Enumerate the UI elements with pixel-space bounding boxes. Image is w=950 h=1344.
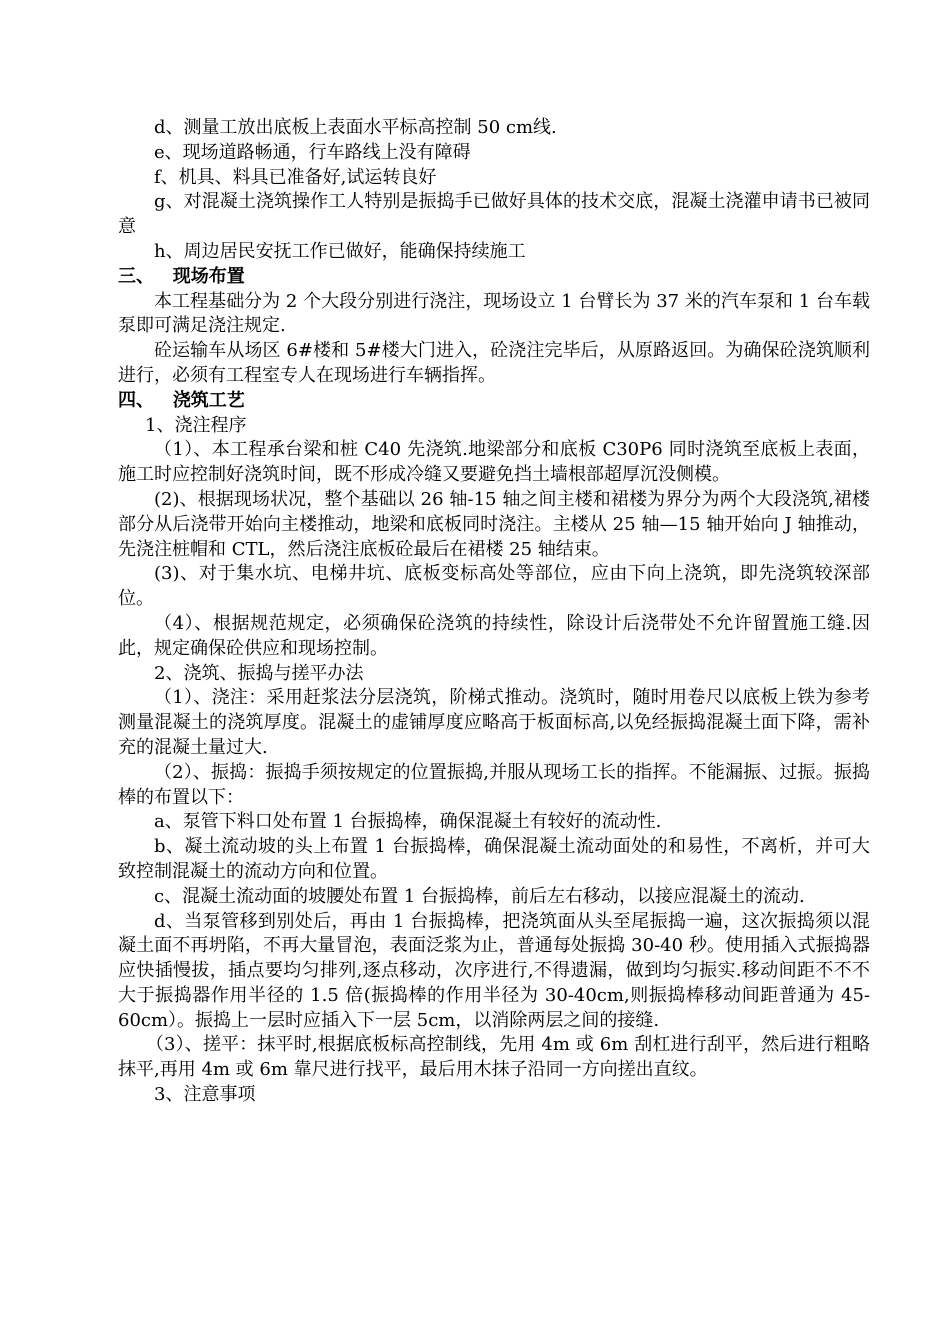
- section-heading-4: 四、 浇筑工艺: [118, 389, 245, 411]
- paragraph-h: h、周边居民安抚工作已做好，能确保持续施工: [154, 240, 526, 262]
- paragraph-site-layout-1: 本工程基础分为 2 个大段分别进行浇注，现场设立 1 台臂长为 37 米的汽车泵和 1 台车载泵即可满足浇注规定.: [118, 290, 870, 337]
- section-heading-3: 三、 现场布置: [118, 265, 245, 287]
- paragraph-procedure-1: （1）、本工程承台梁和桩 C40 先浇筑.地梁部分和底板 C30P6 同时浇筑至底板上表面，施工时应控制好浇筑时间，既不形成冷缝又要避免挡土墙根部超厚沉没侧模。: [118, 439, 870, 486]
- paragraph-procedure-2: (2)、根据现场状况，整个基础以 26 轴-15 轴之间主楼和裙楼为界分为两个大段浇筑,裙楼部分从后浇带开始向主楼推动，地梁和底板同时浇注。主楼从 25 轴—15 轴开始向 J 轴推动，先浇注桩帽和 CTL，然后浇注底板砼最后在裙楼 25 轴结束。: [118, 488, 870, 560]
- paragraph-pouring: （1）、浇注：采用赶浆法分层浇筑，阶梯式推动。浇筑时，随时用卷尺以底板上铁为参考测量混凝土的浇筑厚度。混凝土的虚铺厚度应略高于板面标高,以免经振捣混凝土面下降，需补充的混凝土量过大.: [118, 687, 870, 758]
- paragraph-g: g、对混凝土浇筑操作工人特别是振捣手已做好具体的技术交底，混凝土浇灌申请书已被同意: [118, 191, 870, 238]
- paragraph-procedure-3: (3)、对于集水坑、电梯井坑、底板变标高处等部位，应由下向上浇筑，即先浇筑较深部位。: [118, 563, 870, 610]
- paragraph-vibrating: （2）、振捣：振捣手须按规定的位置振捣,并服从现场工长的指挥。不能漏振、过振。振捣棒的布置以下：: [118, 761, 870, 808]
- subheading-1: 1、浇注程序: [145, 414, 247, 436]
- subheading-3: 3、注意事项: [154, 1084, 256, 1106]
- paragraph-f: f、机具、料具已准备好,试运转良好: [154, 166, 437, 188]
- paragraph-site-layout-2: 砼运输车从场区 6#楼和 5#楼大门进入，砼浇注完毕后，从原路返回。为确保砼浇筑顺利进行，必须有工程室专人在现场进行车辆指挥。: [118, 340, 870, 386]
- paragraph-vibrating-a: a、泵管下料口处布置 1 台振捣棒，确保混凝土有较好的流动性.: [154, 811, 662, 833]
- paragraph-e: e、现场道路畅通，行车路线上没有障碍: [154, 141, 471, 163]
- paragraph-d: d、测量工放出底板上表面水平标高控制 50 cm线.: [154, 117, 557, 138]
- paragraph-smoothing: （3）、搓平：抹平时,根据底板标高控制线，先用 4m 或 6m 刮杠进行刮平，然后进行粗略抹平,再用 4m 或 6m 靠尺进行找平，最后用木抹子沿同一方向搓出直纹。: [118, 1034, 870, 1081]
- paragraph-vibrating-d: d、当泵管移到别处后，再由 1 台振捣棒，把浇筑面从头至尾振捣一遍，这次振捣须以混凝土面不再坍陷，不再大量冒泡，表面泛浆为止，普通每处振捣 30-40 秒。使用插入式振捣器应快插慢拔，插点要均匀排列,逐点移动，次序进行,不得遗漏，做到均匀振实.移动间距不不不大于振捣器作用半径的 1.5 倍(振捣棒的作用半径为 30-40cm,则振捣棒移动间距普通为 45-60cm）。振捣上一层时应插入下一层 5cm，以消除两层之间的接缝.: [118, 910, 870, 1031]
- paragraph-vibrating-b: b、凝土流动坡的头上布置 1 台振捣棒，确保混凝土流动面处的和易性，不离析，并可大致控制混凝土的流动方向和位置。: [118, 836, 870, 882]
- document-page: [118, 116, 870, 1108]
- subheading-2: 2、浇筑、振捣与搓平办法: [154, 662, 364, 684]
- paragraph-vibrating-c: c、混凝土流动面的坡腰处布置 1 台振捣棒，前后左右移动，以接应混凝土的流动.: [154, 885, 805, 907]
- paragraph-procedure-4: （4）、根据规范规定，必须确保砼浇筑的持续性，除设计后浇带处不允许留置施工缝.因此，规定确保砼供应和现场控制。: [118, 612, 870, 659]
